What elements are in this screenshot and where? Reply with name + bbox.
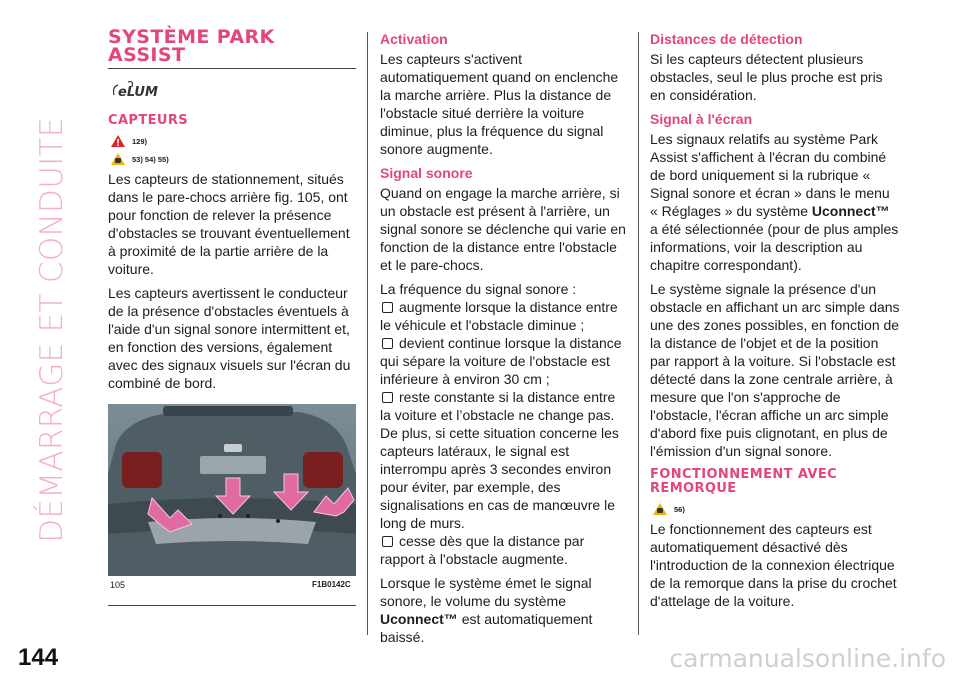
caution-reference-label: 56) — [674, 504, 685, 514]
list-item — [380, 334, 628, 388]
subtitle-activation: Activation — [380, 31, 448, 47]
checkbox-bullet-icon — [382, 392, 393, 403]
subtitle-signal-sonore: Signal sonore — [380, 165, 473, 181]
paragraph: Le système signale la présence d'un obstacle en affichant un arc simple dans une des zones possibles, en fonction de la distance de l'objet et de la position par rapport à la voiture. Si l'obstacle est détecté dans la zone centrale arrière, à mesure que l'on s'approche de l'obstacle, l'écran affiche un arc simple d'abord fixe puis clignotant, en plus de l'émission d'un signal sonore. — [650, 281, 900, 459]
column-3 — [650, 30, 900, 616]
paragraph: Si les capteurs détectent plusieurs obstacles, seul le plus proche est pris en considération. — [650, 51, 883, 103]
column-divider-1 — [367, 32, 368, 635]
list-item-text: augmente lorsque la distance entre le véhicule et l'obstacle diminue ; — [380, 299, 618, 333]
rear-car-illustration — [108, 404, 356, 576]
paragraph: La fréquence du signal sonore : — [380, 281, 577, 297]
section-title-remorque: FONCTIONNEMENT AVEC REMORQUE — [650, 467, 838, 496]
column-divider-2 — [638, 32, 639, 635]
page-number: 144 — [18, 644, 59, 671]
figure-rear-bumper-sensors — [108, 404, 356, 608]
list-item-text: reste constante si la distance entre la voiture et l’obstacle ne change pas. De plus, si cette situation concerne les capteurs latéraux, le signal est interrompu après 3 secondes environ pour éviter, par exemple, des signalisations en cas de manœuvre le long de murs. — [380, 389, 619, 531]
column-1 — [108, 28, 356, 398]
figure-code: F1B0142C — [312, 580, 351, 589]
list-item — [380, 388, 628, 532]
warning-reference — [110, 134, 356, 148]
caution-reference — [110, 152, 356, 166]
caution-reference — [652, 502, 900, 516]
brand-uconnect: Uconnect™ — [811, 203, 890, 219]
text-run: Lorsque le système émet le signal sonore, le volume du système — [380, 575, 592, 609]
figure-bottom-rule — [108, 605, 356, 606]
paragraph: Les capteurs de stationnement, situés dans le pare-chocs arrière fig. 105, ont pour fonction de relever la présence d'obstacles se trouvant éventuellement à proximité de la partie arrière de la voiture. — [108, 171, 350, 277]
paragraph: Quand on engage la marche arrière, si un obstacle est présent à l'arrière, un signal sonore se déclenche qui varie en fonction de la distance entre l'obstacle et le pare-chocs. — [380, 185, 626, 273]
chapter-side-tab: DÉMARRAGE ET CONDUITE — [34, 117, 70, 543]
text-run: Les signaux relatifs au système Park Assist s'affichent à l'écran du combiné de bord uniquement si la rubrique « Signal sonore et écran » dans le menu « Réglages » du système — [650, 131, 890, 219]
warning-triangle-icon — [110, 134, 126, 148]
list-item — [380, 532, 628, 568]
page-title: SYSTÈME PARK ASSIST — [108, 28, 356, 69]
paragraph — [650, 130, 900, 274]
checkbox-bullet-icon — [382, 338, 393, 349]
checkbox-bullet-icon — [382, 536, 393, 547]
subtitle-signal-ecran: Signal à l'écran — [650, 111, 753, 127]
column-2 — [380, 30, 628, 652]
figure-number: 105 — [110, 580, 126, 590]
watermark: carmanualsonline.info — [669, 644, 946, 673]
paragraph: Les capteurs avertissent le conducteur de la présence d'obstacles éventuels à l'aide d'un signal sonore intermittent et, en fonction des versions, également avec des signaux visuels sur l'écran du combiné de bord. — [108, 285, 351, 391]
section-title-capteurs: CAPTEURS — [108, 113, 189, 128]
text-run: est automatiquement baissé. — [380, 611, 593, 645]
paragraph: Les capteurs s'activent automatiquement quand on enclenche la marche arrière. Plus la distance de l'obstacle situé derrière la voiture diminue, plus la fréquence du signal sonore augmente. — [380, 51, 619, 157]
caution-hand-icon — [110, 152, 126, 166]
list-item — [380, 298, 628, 334]
list-item-text: cesse dès que la distance par rapport à l'obstacle augmente. — [380, 533, 585, 567]
paragraph — [380, 574, 628, 646]
caution-hand-icon — [652, 502, 668, 516]
brand-uconnect: Uconnect™ — [380, 611, 458, 627]
paragraph: Le fonctionnement des capteurs est automatiquement désactivé dès l'introduction de la connexion électrique de la remorque dans la prise du crochet d'attelage de la voiture. — [650, 521, 897, 609]
subtitle-distances: Distances de détection — [650, 31, 803, 47]
list-item-text: devient continue lorsque la distance qui sépare la voiture de l'obstacle est inférieure à environ 30 cm ; — [380, 335, 622, 387]
warning-reference-label: 129) — [132, 136, 148, 146]
elum-logo — [108, 79, 356, 106]
svg-text:eLUM: eLUM — [118, 85, 158, 100]
checkbox-bullet-icon — [382, 302, 393, 313]
caution-reference-label: 53) 54) 55) — [132, 154, 169, 164]
elum-logo-icon — [108, 79, 166, 101]
text-run: a été sélectionnée (pour de plus amples informations, voir la description au chapitre correspondant). — [650, 221, 899, 273]
